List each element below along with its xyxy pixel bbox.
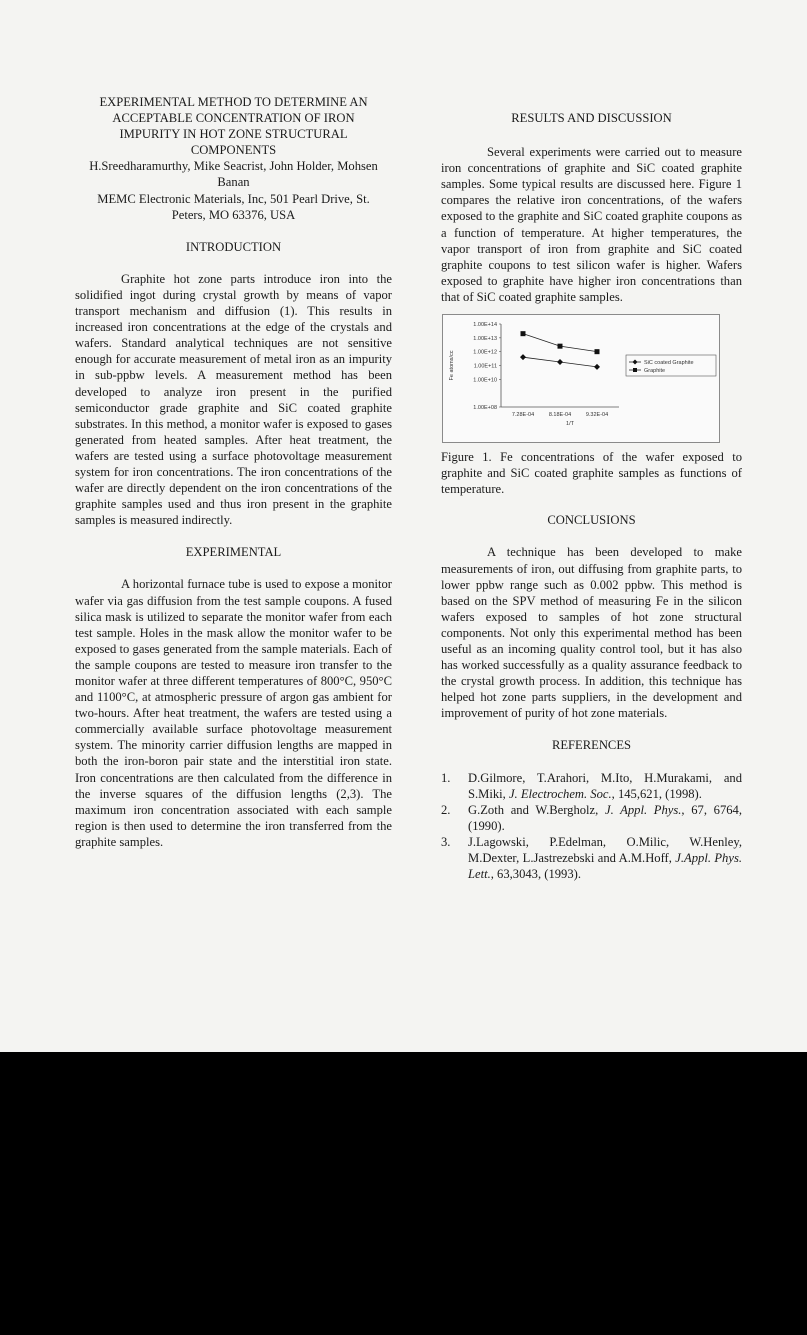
- x-tick-label: 7.28E-04: [511, 412, 535, 419]
- reference-details: , 63,3043, (1993).: [490, 867, 581, 882]
- reference-authors: J.Lagowski, P.Edelman, O.Milic, W.Henley, M.Dexter, L.Jastrezebski and A.M.Hoff,: [468, 834, 742, 865]
- results-heading: RESULTS AND DISCUSSION: [511, 111, 672, 125]
- y-tick-label: 1.00E+08: [473, 405, 497, 412]
- scan-background: [0, 1052, 807, 1335]
- series-line: [523, 334, 597, 352]
- conclusions-text: A technique has been developed to make measurements of iron, out diffusing from graphite parts, to lower ppbw range such as 0.002 ppbw. This method is based on the SPV method of measuring Fe in the silicon wafers exposed to samples of hot zone structural components. Not only this experimental method has been useful as an incoming quality control tool, but it has also has worked successfully as a quality assurance feedback to the crystal growth process. In addition, this technique has helped hot zone parts suppliers, in the development and improvement of purity of hot zone materials.: [441, 545, 742, 721]
- reference-list: [441, 770, 742, 883]
- chart-svg: [443, 315, 719, 442]
- y-tick-label: 1.00E+12: [473, 349, 497, 356]
- reference-number: 1.: [441, 770, 451, 785]
- reference-journal: J.Appl. Phys. Lett.: [468, 851, 742, 882]
- data-point: [520, 354, 526, 360]
- reference-authors: G.Zoth and W.Bergholz,: [468, 802, 605, 817]
- data-point: [558, 344, 563, 349]
- x-axis-title: 1/T: [566, 421, 574, 428]
- y-axis-title: Fe atoms/cc: [449, 350, 455, 381]
- legend-label: SiC coated Graphite: [644, 360, 694, 367]
- results-text: Several experiments were carried out to measure iron concentrations of graphite and SiC coated graphite samples. Some typical results are discussed here. Figure 1 compares the relative iron concentrations, of the wafers exposed to the graphite and SiC coated graphite coupons as a function of temperature. At higher temperatures, the vapor transport of iron from graphite and SiC coated graphite coupons to test silicon wafer is higher. Wafers exposed to graphite have higher iron concentrations than that of SiC coated graphite samples.: [441, 145, 742, 304]
- data-point: [595, 349, 600, 354]
- reference-details: , 145,621, (1998).: [611, 786, 702, 801]
- introduction-text: Graphite hot zone parts introduce iron into the solidified ingot during crystal growth by means of vapor transport mechanism and diffusion (1). This results in increased iron concentrations at the edge of the crystals and wafers. Standard analytical techniques are not sensitive enough for accurate measurement of metal iron as an impurity in sub-ppbw levels. A measurement method has been developed to analyze iron present in the purified semiconductor grade graphite and SiC coated graphite substrates. In this method, a monitor wafer is exposed to gases generated from heated samples. After heat treatment, the wafers are tested using a surface photovoltage measurement system for iron concentrations. The iron concentrations of the wafer are directly dependent on the iron concentrations of the graphite samples used and thus iron present in the graphite samples is measured indirectly.: [75, 271, 392, 528]
- reference-number: 3.: [441, 834, 451, 849]
- paper-affiliation: MEMC Electronic Materials, Inc, 501 Pearl Drive, St. Peters, MO 63376, USA: [97, 191, 370, 222]
- figure-1-chart: [442, 314, 720, 443]
- reference-number: 2.: [441, 802, 451, 817]
- experimental-text: A horizontal furnace tube is used to expose a monitor wafer via gas diffusion from the test sample coupons. A fused silica mask is utilized to separate the monitor wafer from each test sample. Holes in the mask allow the monitor wafer to be exposed to gases generated from the sample materials. Each of the sample coupons are tested to measure iron transfer to the monitor wafer at three different temperatures of 800°C, 950°C and 1100°C, at atmospheric pressure of argon gas ambient for two-hours. After heat treatment, the wafers are tested using a commercially available surface photovoltage measurement system. The minority carrier diffusion lengths are mapped in both the iron-boron pair state and the interstitial iron state. Iron concentrations are then calculated from the difference in the inverse squares of the diffusion lengths (2,3). The maximum iron concentration associated with each sample region is then used to determine the iron transferred from the graphite samples.: [75, 577, 392, 849]
- right-column: [441, 110, 742, 882]
- conclusions-heading: CONCLUSIONS: [547, 513, 636, 528]
- data-point: [557, 359, 563, 365]
- y-tick-label: 1.00E+13: [473, 335, 497, 342]
- x-tick-label: 8.18E-04: [548, 412, 572, 419]
- reference-item: [441, 834, 742, 882]
- data-point: [594, 364, 600, 370]
- legend-label: Graphite: [644, 368, 666, 375]
- reference-journal: J. Electrochem. Soc.: [508, 786, 612, 801]
- reference-authors: D.Gilmore, T.Arahori, M.Ito, H.Murakami, and S.Miki,: [468, 770, 742, 801]
- experimental-heading: EXPERIMENTAL: [185, 545, 282, 560]
- left-column: [75, 94, 392, 850]
- introduction-heading: INTRODUCTION: [185, 239, 282, 254]
- reference-journal: J. Appl. Phys.: [604, 802, 682, 817]
- title-block: [75, 94, 392, 223]
- x-tick-label: 9.32E-04: [585, 412, 609, 419]
- y-tick-label: 1.00E+10: [473, 377, 497, 384]
- paper-authors: H.Sreedharamurthy, Mike Seacrist, John Holder, Mohsen Banan: [89, 159, 378, 190]
- reference-item: [441, 802, 742, 834]
- reference-details: , 67, 6764, (1990).: [468, 802, 742, 833]
- figure-caption: Figure 1. Fe concentrations of the wafer exposed to graphite and SiC coated graphite samples as functions of temperature.: [441, 450, 742, 497]
- y-tick-label: 1.00E+14: [473, 322, 497, 329]
- reference-item: [441, 770, 742, 802]
- references-heading: REFERENCES: [551, 738, 632, 753]
- paper-title: EXPERIMENTAL METHOD TO DETERMINE AN ACCEPTABLE CONCENTRATION OF IRON IMPURITY IN HOT ZONE STRUCTURAL COMPONENTS: [99, 95, 368, 158]
- legend-marker: [633, 368, 637, 372]
- y-tick-label: 1.00E+11: [473, 363, 497, 370]
- data-point: [521, 331, 526, 336]
